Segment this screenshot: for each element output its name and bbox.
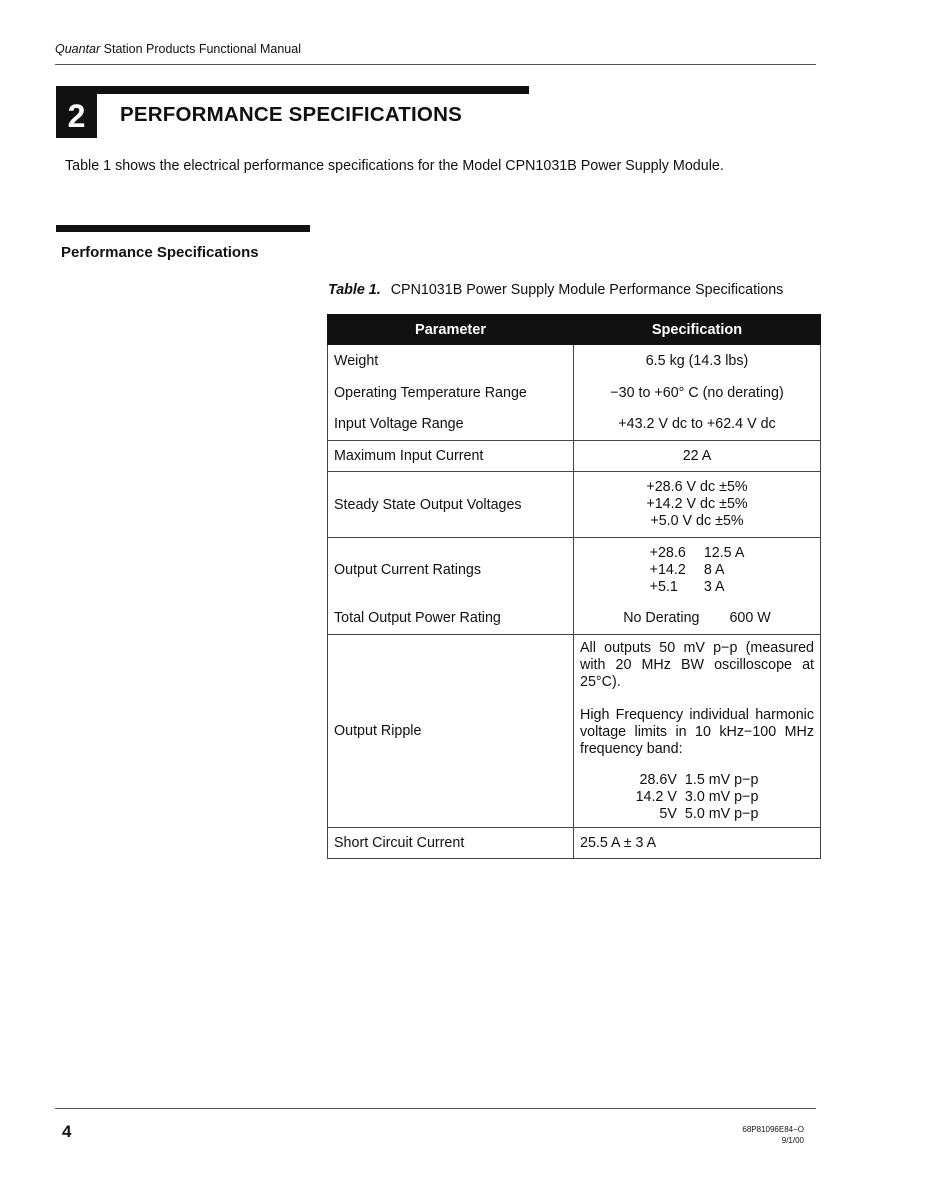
section-number: 2 [56,94,97,138]
param-cell: Weight [328,345,574,377]
spec-cell: +43.2 V dc to +62.4 V dc [574,409,821,441]
param-cell: Short Circuit Current [328,828,574,859]
footer-rule [55,1108,816,1109]
brand-name: Quantar [55,42,101,56]
spec-cell [574,603,821,635]
section-title: PERFORMANCE SPECIFICATIONS [120,103,462,126]
header-specification: Specification [574,315,821,345]
spec-line: +28.6 V dc ±5% [646,479,748,495]
param-cell: Operating Temperature Range [328,377,574,409]
header-parameter: Parameter [328,315,574,345]
current-ratings [650,545,745,596]
table-row [328,409,821,441]
spec-cell [574,538,821,603]
table-caption-text: CPN1031B Power Supply Module Performance Specifications [390,282,784,298]
section-bar [56,86,529,94]
spec-table [327,314,821,859]
header-rule [55,64,816,65]
table-row [328,472,821,538]
running-header [55,42,301,56]
ripple-limit: 3.0 mV p−p [684,788,759,805]
table-header-row [328,315,821,345]
param-cell: Output Ripple [328,635,574,828]
table-caption-label: Table 1. [328,282,381,298]
intro-paragraph: Table 1 shows the electrical performance specifications for the Model CPN1031B Power Supply Module. [65,158,724,174]
ripple-voltage: 5V [659,805,677,822]
param-cell: Output Current Ratings [328,538,574,603]
spec-cell: −30 to +60° C (no derating) [574,377,821,409]
header-title: Station Products Functional Manual [100,42,301,56]
spec-cell [574,472,821,538]
param-cell: Input Voltage Range [328,409,574,441]
spec-line: +14.2 V dc ±5% [646,496,748,512]
ripple-para: High Frequency individual harmonic voltage limits in 10 kHz−100 MHz frequency band: [580,706,814,757]
table-row [328,603,821,635]
spec-cell: 25.5 A ± 3 A [574,828,821,859]
rating-voltage: +5.1 [649,578,678,595]
page-number: 4 [62,1122,72,1141]
document-date: 9/1/00 [781,1136,804,1145]
table-row [328,828,821,859]
ripple-voltage: 14.2 V [635,788,677,805]
param-cell: Maximum Input Current [328,441,574,472]
rating-voltage: +14.2 [649,561,686,578]
subsection-bar [56,225,310,232]
table-caption [328,282,783,298]
ripple-voltage: 28.6V [639,771,677,788]
param-cell: Steady State Output Voltages [328,472,574,538]
table-row [328,377,821,409]
spec-cell: 22 A [574,441,821,472]
param-cell: Total Output Power Rating [328,603,574,635]
ripple-limit: 5.0 mV p−p [684,805,759,822]
table-row [328,635,821,828]
document-id [742,1124,804,1146]
table-row [328,441,821,472]
spec-cell: 6.5 kg (14.3 lbs) [574,345,821,377]
subsection-title: Performance Specifications [61,244,259,261]
rating-current: 12.5 A [703,544,745,561]
rating-current: 8 A [703,561,725,578]
ripple-limits [580,772,814,823]
power-rating: 600 W [729,610,771,627]
rating-voltage: +28.6 [649,544,686,561]
spec-cell [574,635,821,828]
document-number: 68P81096E84−O [742,1125,804,1134]
table-row [328,538,821,603]
table-row [328,345,821,377]
ripple-limit: 1.5 mV p−p [684,771,759,788]
ripple-para: All outputs 50 mV p−p (measured with 20 MHz BW oscilloscope at 25°C). [580,639,814,690]
rating-current: 3 A [703,578,725,595]
spec-line: +5.0 V dc ±5% [650,513,744,529]
power-derating: No Derating [623,610,700,627]
